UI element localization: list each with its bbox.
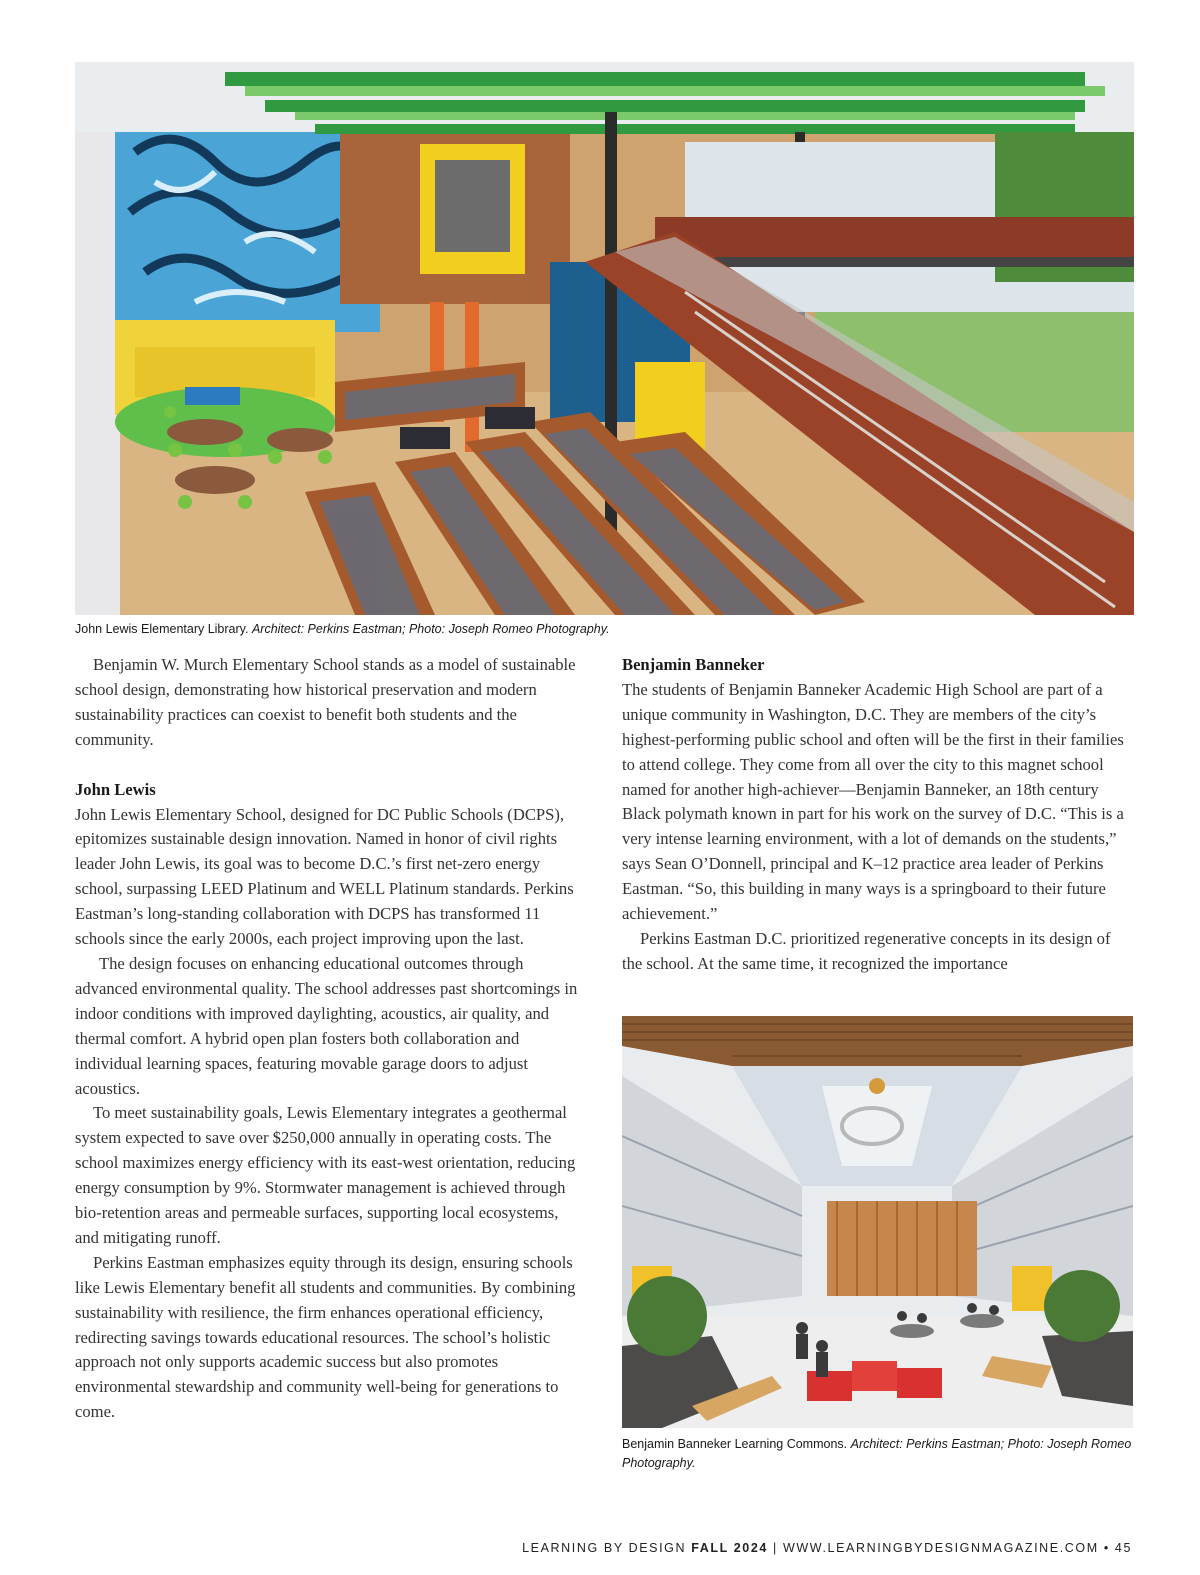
left-column bbox=[75, 653, 586, 1425]
caption-title: John Lewis Elementary Library. bbox=[75, 622, 249, 636]
footer-separator: | bbox=[773, 1541, 778, 1555]
right-column bbox=[622, 653, 1134, 977]
library-photo-caption bbox=[75, 620, 610, 639]
learning-commons-caption bbox=[622, 1435, 1133, 1473]
section-heading-banneker: Benjamin Banneker bbox=[622, 655, 765, 674]
page-footer bbox=[522, 1541, 1132, 1555]
learning-commons-photo bbox=[622, 1016, 1133, 1428]
caption-credit: Architect: Perkins Eastman; Photo: Joseph Romeo Photography. bbox=[622, 1437, 1132, 1470]
magazine-name: LEARNING BY DESIGN bbox=[522, 1541, 687, 1555]
library-photo bbox=[75, 62, 1134, 615]
issue-label: FALL 2024 bbox=[691, 1541, 768, 1555]
footer-bullet: • bbox=[1103, 1541, 1110, 1555]
body-paragraph: The design focuses on enhancing educational outcomes through advanced environmental quality. The school addresses past shortcomings in indoor conditions with improved daylighting, acoustics, air quality, and thermal comfort. A hybrid open plan fosters both collaboration and individual learning spaces, featuring movable garage doors to adjust acoustics. bbox=[75, 953, 578, 1098]
page-number: 45 bbox=[1114, 1541, 1132, 1555]
body-paragraph: To meet sustainability goals, Lewis Elementary integrates a geothermal system expected to save over $250,000 annually in operating costs. The school maximizes energy efficiency with its east-west orientation, reducing energy consumption by 9%. Stormwater management is achieved through bio-retention areas and permeable surfaces, supporting local ecosystems, and mitigating runoff. bbox=[75, 1103, 576, 1247]
caption-credit: Architect: Perkins Eastman; Photo: Joseph Romeo Photography. bbox=[251, 622, 610, 636]
body-paragraph: The students of Benjamin Banneker Academic High School are part of a unique community in Washington, D.C. They are members of the city’s highest-performing public school and often will be the first in their families to attend college. They come from all over the city to this magnet school named for another high-achiever—Benjamin Banneker, an 18th century Black polymath known in part for his work on the survey of D.C. “This is a very intense learning environment, with a lot of demands on the students,” says Sean O’Donnell, principal and K–12 practice area leader of Perkins Eastman. “So, this building in many ways is a springboard to their future achievement.” bbox=[622, 679, 1124, 924]
intro-paragraph: Benjamin W. Murch Elementary School stands as a model of sustainable school design, demonstrating how historical preservation and modern sustainability practices can coexist to benefit both students and the community. bbox=[75, 655, 576, 749]
caption-title: Benjamin Banneker Learning Commons. bbox=[622, 1437, 848, 1451]
body-paragraph: Perkins Eastman D.C. prioritized regenerative concepts in its design of the school. At the same time, it recognized the importance bbox=[622, 928, 1111, 973]
section-heading-john-lewis: John Lewis bbox=[75, 779, 156, 799]
body-paragraph: John Lewis Elementary School, designed for DC Public Schools (DCPS), epitomizes sustainable design innovation. Named in honor of civil rights leader John Lewis, its goal was to become D.C.’s first net-zero energy school, surpassing LEED Platinum and WELL Platinum standards. Perkins Eastman’s long-standing collaboration with DCPS has transformed 11 schools since the early 2000s, each project improving upon the last. bbox=[75, 804, 574, 949]
body-paragraph: Perkins Eastman emphasizes equity through its design, ensuring schools like Lewis Elementary benefit all students and communities. By combining sustainability with resilience, the firm enhances operational efficiency, redirecting savings towards educational resources. The school’s holistic approach not only supports academic success but also promotes environmental stewardship and community well-being for generations to come. bbox=[75, 1252, 576, 1422]
website-link[interactable]: WWW.LEARNINGBYDESIGNMAGAZINE.COM bbox=[782, 1541, 1099, 1555]
